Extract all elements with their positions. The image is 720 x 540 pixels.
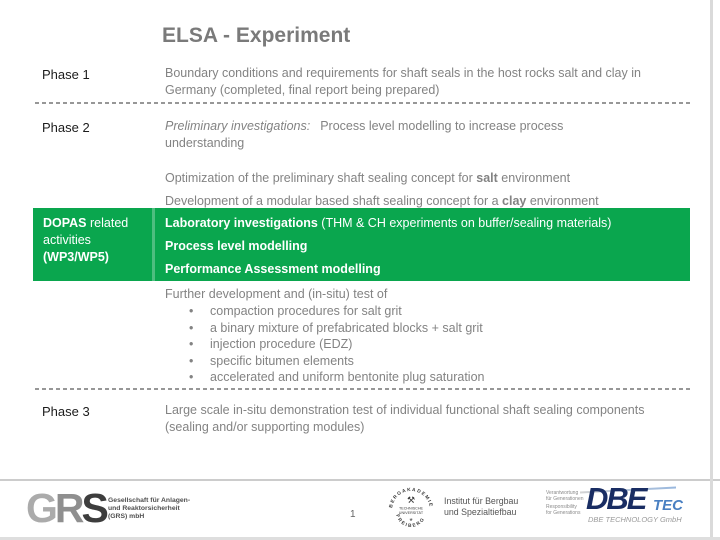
development-pre: Development of a modular based shaft sealing concept for a	[165, 194, 503, 208]
svg-text:TECHNISCHE: TECHNISCHE	[399, 506, 423, 511]
tu-freiberg-seal	[386, 483, 436, 533]
bullet-icon: •	[189, 370, 194, 385]
dashed-separator-1	[35, 102, 690, 104]
dopas-item: Performance Assessment modelling	[165, 262, 381, 276]
optimization-post: environment	[497, 171, 571, 185]
phase3-text: Large scale in-situ demonstration test of individual functional shaft sealing components (sealing and/or supporting modules)	[165, 403, 645, 434]
crossed-hammers-icon: ⚒	[406, 495, 416, 505]
dbe-tec-text: TEC	[653, 497, 683, 514]
development-post: environment	[526, 194, 599, 208]
list-item: • accelerated and uniform bentonite plug saturation	[165, 369, 685, 386]
bullet-icon: •	[189, 304, 194, 318]
svg-text:UNIVERSITÄT: UNIVERSITÄT	[398, 511, 424, 515]
dbe-tec-logo	[546, 481, 712, 529]
dopas-label-line	[43, 215, 151, 249]
dbe-company-name: DBE TECHNOLOGY GmbH	[588, 515, 682, 524]
development-bold: clay	[502, 194, 527, 208]
phase2-text	[165, 118, 620, 151]
list-item: • a binary mixture of prefabricated blocks + salt grit	[165, 320, 685, 337]
dopas-label-wp: (WP3/WP5)	[43, 250, 109, 264]
seal-arc-bottom-text: FREIBERG	[394, 514, 427, 530]
bullet-icon: •	[189, 320, 194, 335]
bullet-icon: •	[189, 353, 194, 368]
phase1-text: Boundary conditions and requirements for shaft seals in the host rocks salt and clay in Germany (completed, final report being prepared)	[165, 66, 641, 97]
optimization-line	[165, 170, 690, 187]
grs-logo: GRS	[26, 485, 106, 531]
further-bullet-list	[165, 303, 685, 386]
optimization-pre: Optimization of the preliminary shaft sealing concept for	[165, 171, 477, 185]
dopas-item: Process level modelling	[165, 239, 308, 253]
optimization-bold: salt	[476, 171, 498, 185]
list-item: • specific bitumen elements	[165, 353, 685, 370]
seal-arc-top-text: BERGAKADEMIE	[389, 487, 433, 509]
institute-name: Institut für Bergbau und Spezialtiefbau	[444, 496, 519, 517]
phase1-label: Phase 1	[42, 67, 90, 82]
phase2-lead: Preliminary investigations:	[165, 119, 311, 133]
page-number: 1	[350, 509, 356, 520]
dbe-taglines: Verantwortung für Generationen Responsibility for Generations	[546, 490, 584, 516]
dashed-separator-2	[35, 388, 690, 390]
bullet-icon: •	[189, 337, 194, 352]
dopas-item: Laboratory investigations (THM & CH experiments on buffer/sealing materials)	[165, 216, 612, 230]
phase3-label: Phase 3	[42, 404, 90, 419]
seal-star-icon: *	[409, 517, 413, 526]
slide-right-edge	[710, 0, 713, 540]
list-item: • compaction procedures for salt grit	[165, 303, 685, 320]
slide-title: ELSA - Experiment	[162, 24, 351, 47]
phase2-rest: Process level modelling to increase process understanding	[165, 119, 564, 150]
dopas-label	[43, 215, 151, 266]
dopas-box-seam	[152, 208, 155, 281]
further-intro: Further development and (in-situ) test of	[165, 287, 388, 301]
dopas-highlight-box	[33, 208, 690, 281]
dopas-label-normal: related activities	[43, 216, 129, 247]
dopas-label-bold: DOPAS	[43, 216, 87, 230]
phase2-label: Phase 2	[42, 120, 90, 135]
dopas-content	[165, 215, 680, 284]
dbe-brand-text: DBE	[586, 481, 646, 516]
grs-company-name: Gesellschaft für Anlagen- und Reaktorsicherheit (GRS) mbH	[108, 497, 191, 520]
list-item: • injection procedure (EDZ)	[165, 336, 685, 353]
